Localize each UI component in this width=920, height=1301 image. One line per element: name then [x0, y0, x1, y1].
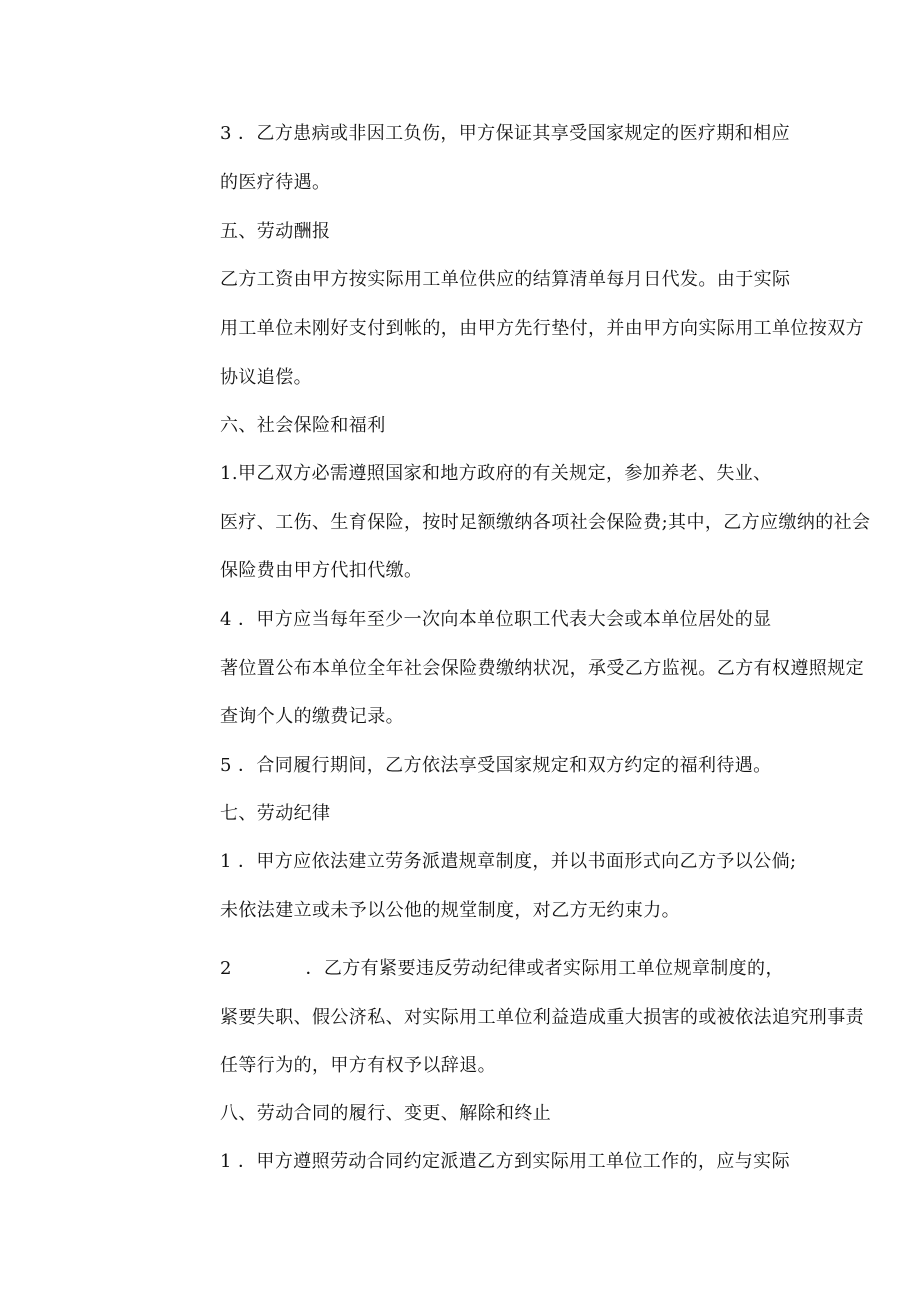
paragraph-line: 协议追偿。 [220, 367, 312, 388]
section-heading: 六、社会保险和福利 [220, 415, 386, 436]
paragraph-line: 1.甲乙双方必需遵照国家和地方政府的有关规定，参加养老、失业、 [220, 463, 772, 484]
paragraph-line: 著位置公布本单位全年社会保险费缴纳状况，承受乙方监视。乙方有权遵照规定 [220, 658, 864, 679]
paragraph-line: 任等行为的，甲方有权予以辞退。 [220, 1055, 496, 1076]
paragraph-line: 3 ．乙方患病或非因工负伤，甲方保证其享受国家规定的医疗期和相应 [220, 123, 790, 144]
section-heading: 五、劳动酬报 [220, 221, 331, 242]
paragraph-line: 4 ．甲方应当每年至少一次向本单位职工代表大会或本单位居处的显 [220, 609, 772, 630]
paragraph-line: 紧要失职、假公济私、对实际用工单位利益造成重大损害的或被依法追究刑事责 [220, 1007, 864, 1028]
paragraph-line: 查询个人的缴费记录。 [220, 706, 404, 727]
paragraph-line: 2 ．乙方有紧要违反劳动纪律或者实际用工单位规章制度的， [220, 958, 784, 979]
paragraph-line: 保险费由甲方代扣代缴。 [220, 560, 423, 581]
paragraph-line: 的医疗待遇。 [220, 172, 331, 193]
paragraph-line: 用工单位未刚好支付到帐的，由甲方先行垫付，并由甲方向实际用工单位按双方 [220, 318, 864, 339]
paragraph-line: 5 ．合同履行期间，乙方依法享受国家规定和双方约定的福利待遇。 [220, 755, 772, 776]
section-heading: 八、劳动合同的履行、变更、解除和终止 [220, 1103, 552, 1124]
section-heading: 七、劳动纪律 [220, 803, 331, 824]
paragraph-line: 未依法建立或未予以公他的规堂制度，对乙方无约束力。 [220, 900, 680, 921]
paragraph-line: 1 ．甲方应依法建立劳务派遣规章制度，并以书面形式向乙方予以公倘; [220, 851, 797, 872]
paragraph-line: 1 ．甲方遵照劳动合同约定派遣乙方到实际用工单位工作的，应与实际 [220, 1151, 790, 1172]
paragraph-line: 乙方工资由甲方按实际用工单位供应的结算清单每月日代发。由于实际 [220, 269, 791, 290]
paragraph-line: 医疗、工伤、生育保险，按时足额缴纳各项社会保险费;其中，乙方应缴纳的社会 [220, 512, 871, 533]
